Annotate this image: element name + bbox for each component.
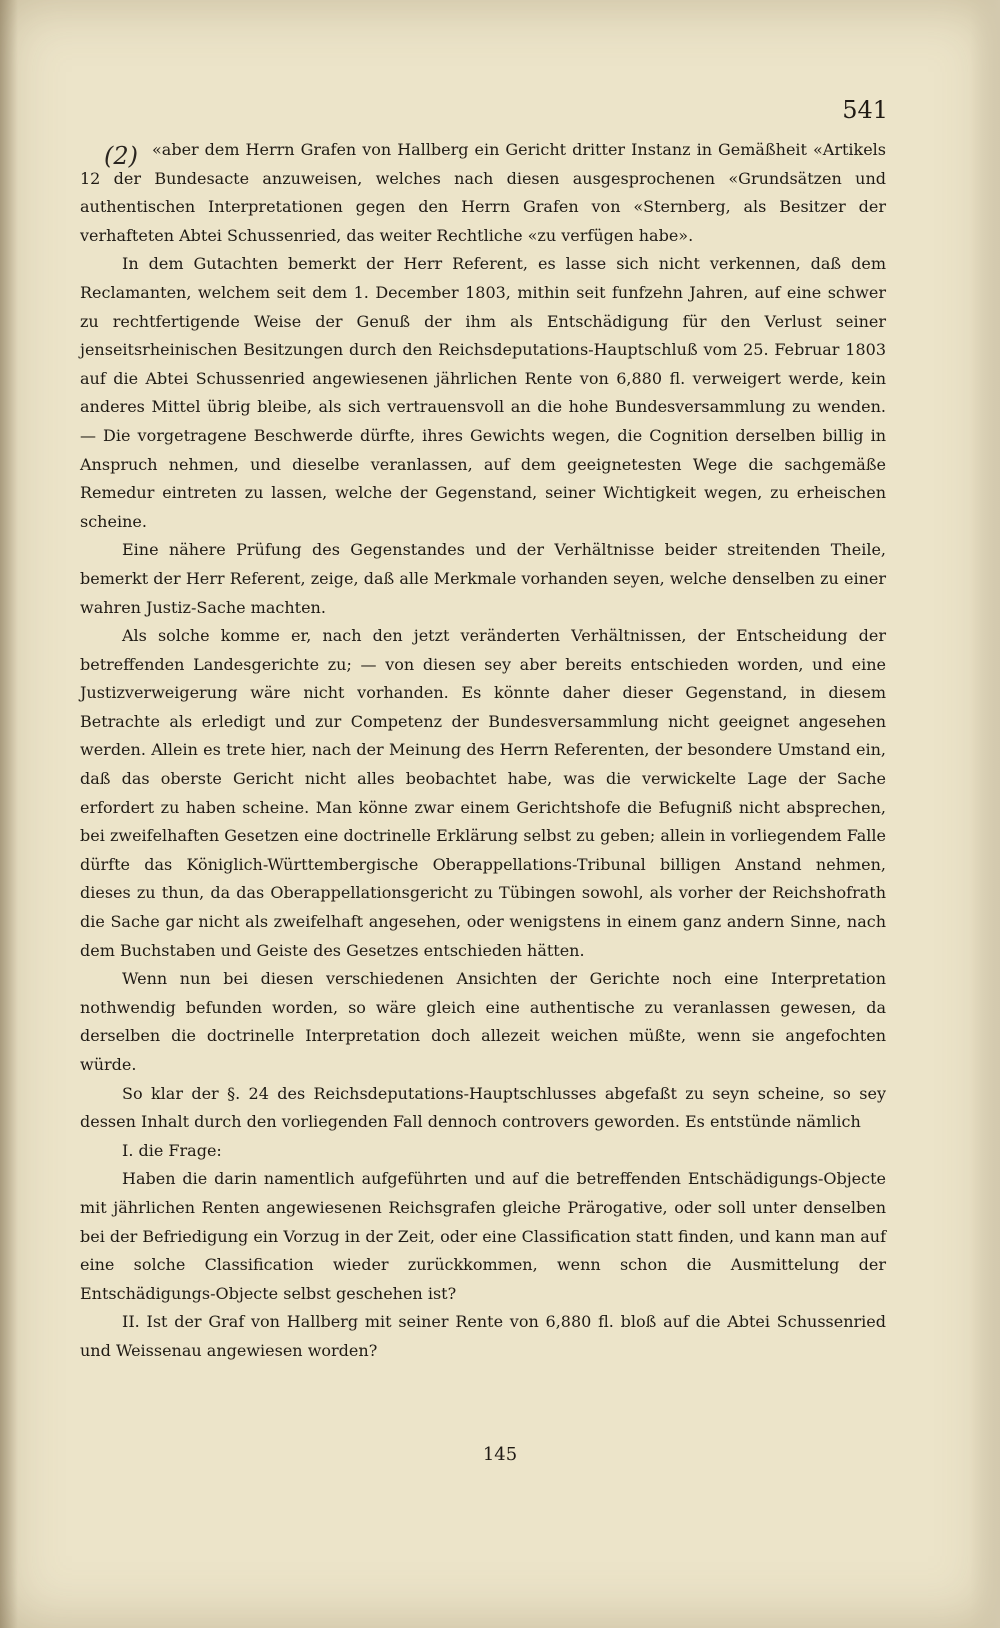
page-spine-shadow <box>0 0 18 1628</box>
question-heading: I. die Frage: <box>122 1140 222 1160</box>
body-text <box>80 136 886 1366</box>
page-edge <box>970 0 1000 1628</box>
paragraph-quote: «aber dem Herrn Grafen von Hallberg ein Gericht dritter Instanz in Gemäßheit «Artikels 12 der Bundesacte anzuweisen, welches nach diesen ausgesprochenen «Grundsätzen und authentischen Interpretationen gegen den Herrn Grafen von «Sternberg, als Besitzer der verhafteten Abtei Schussenried, das weiter Rechtliche «zu verfügen habe». <box>80 140 886 245</box>
paragraph: Haben die darin namentlich aufgeführten und auf die betreffenden Entschädigungs-Objecte mit jährlichen Renten angewiesenen Reichsgrafen gleiche Prärogative, oder soll unter denselben bei der Befriedigung ein Vorzug in der Zeit, oder eine Classification statt finden, und kann man auf eine solche Classification wieder zurückkommen, wenn schon die Ausmittelung der Entschädigungs-Objecte selbst geschehen ist? <box>80 1169 886 1303</box>
signature-mark: 145 <box>482 1444 518 1465</box>
paragraph: Eine nähere Prüfung des Gegenstandes und der Verhältnisse beider streitenden Theile, bemerkt der Herr Referent, zeige, daß alle Merkmale vorhanden seyen, welche denselben zu einer wahren Justiz-Sache machten. <box>80 540 886 617</box>
paragraph: II. Ist der Graf von Hallberg mit seiner Rente von 6,880 fl. bloß auf die Abtei Schussenried und Weissenau angewiesen worden? <box>80 1312 886 1360</box>
page-number: 541 <box>842 96 888 124</box>
margin-note: (2) <box>104 142 138 170</box>
paragraph: In dem Gutachten bemerkt der Herr Referent, es lasse sich nicht verkennen, daß dem Reclamanten, welchem seit dem 1. December 1803, mithin seit funfzehn Jahren, auf eine schwer zu rechtfertigende Weise der Genuß der ihm als Entschädigung für den Verlust seiner jenseitsrheinischen Besitzungen durch den Reichsdeputations-Hauptschluß vom 25. Februar 1803 auf die Abtei Schussenried angewiesenen jährlichen Rente von 6,880 fl. verweigert werde, kein anderes Mittel übrig bleibe, als sich vertrauensvoll an die hohe Bundesversammlung zu wenden. — Die vorgetragene Beschwerde dürfte, ihres Gewichts wegen, die Cognition derselben billig in Anspruch nehmen, und dieselbe veranlassen, auf dem geeignetesten Wege die sachgemäße Remedur eintreten zu lassen, welche der Gegenstand, seiner Wichtigkeit wegen, zu erheischen scheine. <box>80 254 886 531</box>
paragraph: Als solche komme er, nach den jetzt veränderten Verhältnissen, der Entscheidung der betreffenden Landesgerichte zu; — von diesen sey aber bereits entschieden worden, und eine Justizverweigerung wäre nicht vorhanden. Es könnte daher dieser Gegenstand, in diesem Betrachte als erledigt und zur Competenz der Bundesversammlung nicht geeignet angesehen werden. Allein es trete hier, nach der Meinung des Herrn Referenten, der besondere Umstand ein, daß das oberste Gericht nicht alles beobachtet habe, was die verwickelte Lage der Sache erfordert zu haben scheine. Man könne zwar einem Gerichtshofe die Befugniß nicht absprechen, bei zweifelhaften Gesetzen eine doctrinelle Erklärung selbst zu geben; allein in vorliegendem Falle dürfte das Königlich-Württembergische Oberappellations-Tribunal billigen Anstand nehmen, dieses zu thun, da das Oberappellationsgericht zu Tübingen sowohl, als vorher der Reichshofrath die Sache gar nicht als zweifelhaft angesehen, oder wenigstens in einem ganz andern Sinne, nach dem Buchstaben und Geiste des Gesetzes entschieden hätten. <box>80 626 886 960</box>
paragraph: Wenn nun bei diesen verschiedenen Ansichten der Gerichte noch eine Interpretation nothwendig befunden worden, so wäre gleich eine authentische zu veranlassen gewesen, da derselben die doctrinelle Interpretation doch allezeit weichen müßte, wenn sie angefochten würde. <box>80 969 886 1074</box>
paragraph: So klar der §. 24 des Reichsdeputations-Hauptschlusses abgefaßt zu seyn scheine, so sey dessen Inhalt durch den vorliegenden Fall dennoch controvers geworden. Es entstünde nämlich <box>80 1083 886 1132</box>
